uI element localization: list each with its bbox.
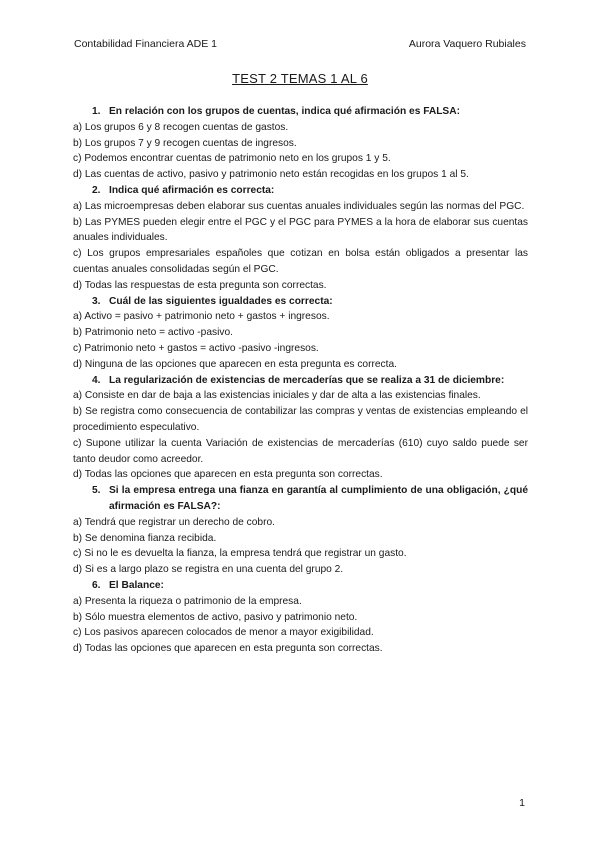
answer-option: a) Los grupos 6 y 8 recogen cuentas de gastos.	[73, 121, 289, 133]
answer-option: a) Tendrá que registrar un derecho de cobro.	[73, 516, 275, 528]
question-heading	[73, 578, 528, 594]
answer-option: c) Patrimonio neto + gastos = activo -pasivo -ingresos.	[73, 342, 319, 354]
answer-option: d) Si es a largo plazo se registra en una cuenta del grupo 2.	[73, 564, 344, 576]
page-number: 1	[519, 797, 525, 809]
answer-option: d) Todas las opciones que aparecen en esta pregunta son correctas.	[73, 643, 383, 655]
question-number: 3.	[92, 295, 101, 307]
document-title: TEST 2 TEMAS 1 AL 6	[232, 71, 368, 86]
question-heading	[73, 373, 528, 389]
question-text: Indica qué afirmación es correcta:	[109, 184, 275, 196]
answer-option: a) Las microempresas deben elaborar sus cuentas anuales individuales según las normas del PGC.	[73, 200, 525, 212]
answer-option: d) Todas las respuestas de esta pregunta son correctas.	[73, 279, 327, 291]
answer-option: b) Se registra como consecuencia de contabilizar las compras y ventas de existencias empleando el procedimiento especulativo.	[73, 406, 528, 433]
answer-option: c) Supone utilizar la cuenta Variación de existencias de mercaderías (610) cuyo saldo puede ser tanto deudor como acreedor.	[73, 437, 528, 465]
header-author: Aurora Vaquero Rubiales	[408, 38, 526, 50]
question-heading	[73, 483, 528, 515]
question-heading	[73, 183, 528, 199]
question-number: 2.	[92, 184, 101, 196]
question-number: 5.	[92, 485, 101, 497]
answer-option: c) Los pasivos aparecen colocados de menor a mayor exigibilidad.	[73, 627, 374, 639]
answer-option: b) Se denomina fianza recibida.	[73, 532, 217, 544]
answer-option: b) Patrimonio neto = activo -pasivo.	[73, 327, 233, 339]
answer-option: a) Activo = pasivo + patrimonio neto + gastos + ingresos.	[73, 311, 330, 323]
answer-option: d) Ninguna de las opciones que aparecen en esta pregunta es correcta.	[73, 358, 397, 370]
answer-option: b) Sólo muestra elementos de activo, pasivo y patrimonio neto.	[73, 611, 358, 623]
answer-option: b) Los grupos 7 y 9 recogen cuentas de ingresos.	[73, 137, 297, 149]
question-text: En relación con los grupos de cuentas, indica qué afirmación es FALSA:	[109, 106, 460, 117]
question-number: 6.	[92, 579, 101, 591]
page-header	[74, 38, 526, 52]
answer-option: d) Las cuentas de activo, pasivo y patrimonio neto están recogidas en los grupos 1 al 5.	[73, 169, 469, 181]
question-text: Cuál de las siguientes igualdades es correcta:	[109, 295, 333, 307]
answer-option: b) Las PYMES pueden elegir entre el PGC y el PGC para PYMES a la hora de elaborar sus cuentas anuales individuales.	[73, 216, 528, 244]
question-number: 4.	[92, 374, 101, 386]
header-course: Contabilidad Financiera ADE 1	[74, 38, 218, 50]
question-number: 1.	[92, 106, 101, 117]
question-text: La regularización de existencias de mercaderías que se realiza a 31 de diciembre:	[109, 374, 505, 386]
answer-option: d) Todas las opciones que aparecen en esta pregunta son correctas.	[73, 469, 383, 481]
question-text: El Balance:	[109, 579, 164, 591]
answer-option: c) Si no le es devuelta la fianza, la empresa tendrá que registrar un gasto.	[73, 548, 407, 560]
answer-option: a) Consiste en dar de baja a las existencias iniciales y dar de alta a las existencias finales.	[73, 390, 481, 402]
answer-option: c) Los grupos empresariales españoles que cotizan en bolsa están obligados a presentar las cuentas anuales consolidadas según el PGC.	[73, 248, 528, 275]
question-heading	[73, 104, 528, 120]
question-text: Si la empresa entrega una fianza en garantía al cumplimiento de una obligación, ¿qué afirmación es FALSA?:	[109, 485, 528, 512]
answer-option: a) Presenta la riqueza o patrimonio de la empresa.	[73, 595, 302, 607]
question-heading	[73, 294, 528, 310]
question-list	[73, 104, 528, 657]
answer-option: c) Podemos encontrar cuentas de patrimonio neto en los grupos 1 y 5.	[73, 153, 391, 165]
